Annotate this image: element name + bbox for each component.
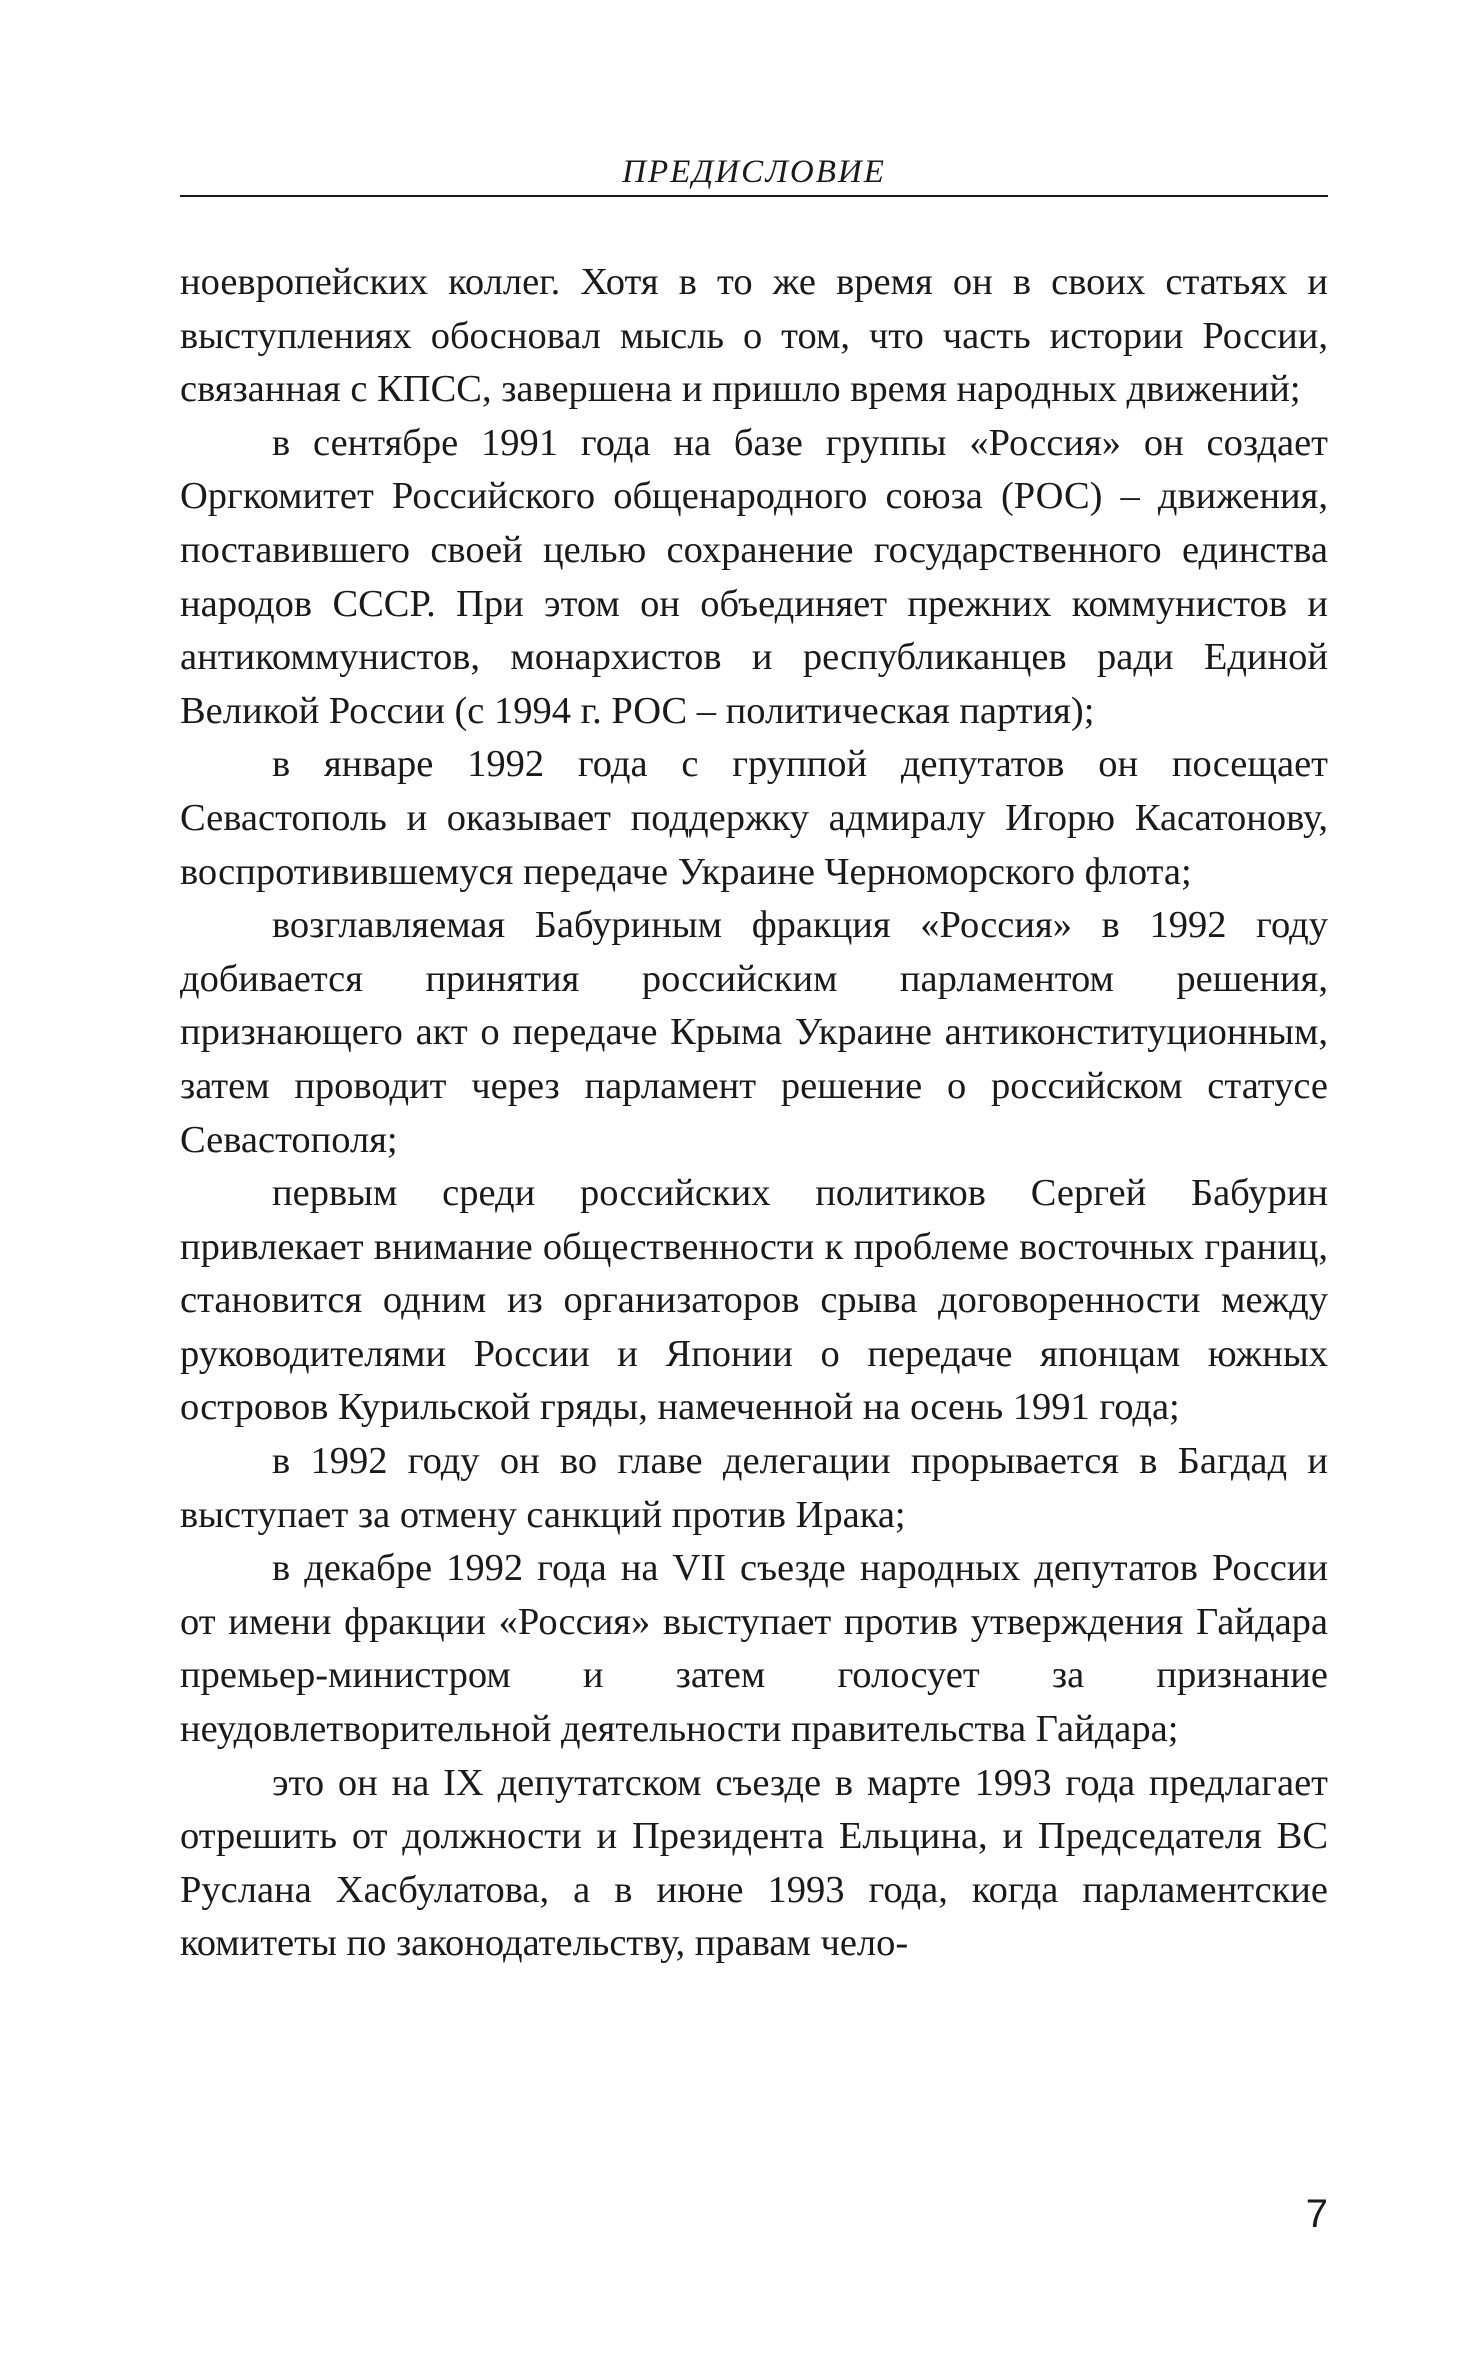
paragraph: возглавляемая Бабуриным фракция «Россия» в 1992 году добивается принятия российским парламентом решения, признающего акт о передаче Крыма Украине антиконституционным, затем проводит через парламент решение о российском статусе Севастополя; xyxy=(180,904,1328,1161)
paragraph: в 1992 году он во главе делегации прорывается в Багдад и выступает за отмену санкций против Ирака; xyxy=(180,1440,1328,1536)
page-number: 7 xyxy=(1305,2192,1328,2236)
paragraph: это он на IX депутатском съезде в марте 1993 года предлагает отрешить от должности и Президента Ельцина, и Председателя ВС Руслана Хасбулатова, а в июне 1993 года, когда парламентские комитеты по законодательству, правам чело- xyxy=(180,1761,1328,1965)
paragraph: в сентябре 1991 года на базе группы «Россия» он создает Оргкомитет Российского общенародного союза (РОС) – движения, поставившего своей целью сохранение государственного единства народов СССР. При этом он объединяет прежних коммунистов и антикоммунистов, монархистов и республиканцев ради Единой Великой России (с 1994 г. РОС – политическая партия); xyxy=(180,421,1328,732)
running-head: ПРЕДИСЛОВИЕ xyxy=(622,154,886,190)
paragraph: в январе 1992 года с группой депутатов он посещает Севастополь и оказывает поддержку адмиралу Игорю Касатонову, воспротивившемуся передаче Украине Черноморского флота; xyxy=(180,743,1328,893)
paragraph: в декабре 1992 года на VII съезде народных депутатов России от имени фракции «Россия» выступает против утверждения Гайдара премьер-министром и затем голосует за признание неудовлетворительной деятельности правительства Гайдара; xyxy=(180,1547,1328,1751)
paragraph: первым среди российских политиков Сергей Бабурин привлекает внимание общественности к проблеме восточных границ, становится одним из организаторов срыва договоренности между руководителями России и Японии о передаче японцам южных островов Курильской гряды, намеченной на осень 1991 года; xyxy=(180,1172,1328,1429)
body-text xyxy=(180,256,1328,1971)
paragraph: ноевропейских коллег. Хотя в то же время он в своих статьях и выступлениях обосновал мысль о том, что часть истории России, связанная с КПСС, завершена и пришло время народных движений; xyxy=(180,261,1328,411)
header-rule xyxy=(180,195,1328,197)
